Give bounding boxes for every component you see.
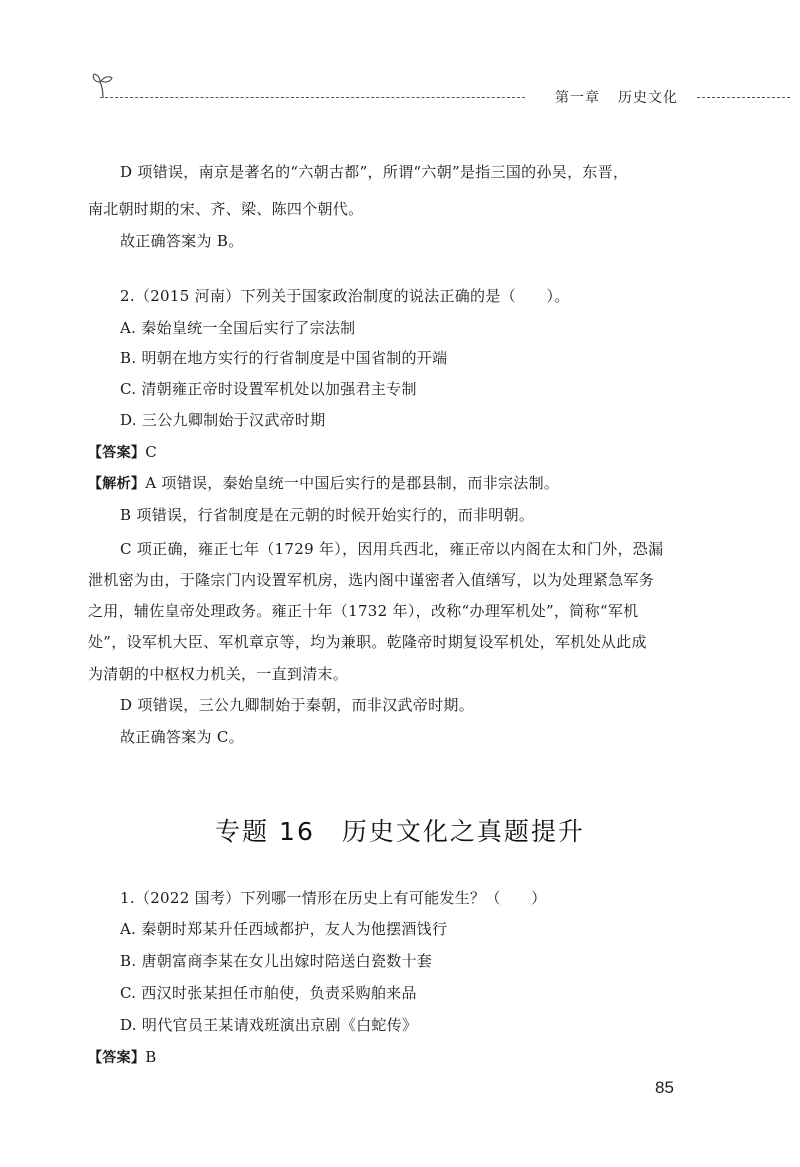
section-title: 专题 16 历史文化之真题提升 — [215, 817, 585, 846]
question1-stem: 1.（2022 国考）下列哪一情形在历史上有可能发生？（ ） — [120, 889, 547, 907]
header-rule-left — [100, 97, 525, 98]
question1-option-a: A. 秦朝时郑某升任西域都护，友人为他摆酒饯行 — [120, 920, 448, 938]
page-number: 85 — [655, 1078, 674, 1097]
question2-option-c: C. 清朝雍正帝时设置军机处以加强君主专制 — [120, 380, 417, 398]
question2-analysis-c-line2: 泄机密为由，于隆宗门内设置军机房，选内阁中谨密者入值缮写，以为处理紧急军务 — [88, 571, 655, 589]
question1-option-d: D. 明代官员王某请戏班演出京剧《白蛇传》 — [120, 1016, 418, 1034]
question1-option-c: C. 西汉时张某担任市舶使，负责采购舶来品 — [120, 984, 417, 1002]
prev-analysis-d-line1: D 项错误，南京是著名的“六朝古都”，所谓“六朝”是指三国的孙吴，东晋， — [120, 163, 629, 181]
analysis-a-text: A 项错误，秦始皇统一中国后实行的是郡县制，而非宗法制。 — [145, 474, 560, 492]
question2-option-d: D. 三公九卿制始于汉武帝时期 — [120, 411, 326, 429]
prev-analysis-d-line2: 南北朝时期的宋、齐、梁、陈四个朝代。 — [88, 200, 364, 218]
question2-analysis-b: B 项错误，行省制度是在元朝的时候开始实行的，而非明朝。 — [120, 506, 535, 524]
question2-analysis-a — [88, 471, 559, 496]
answer-value: B — [145, 1048, 157, 1066]
question2-answer — [88, 440, 157, 465]
analysis-tag: 【解析】 — [88, 476, 146, 492]
running-head — [555, 87, 696, 107]
answer-tag: 【答案】 — [88, 445, 146, 461]
header-rule-right — [697, 97, 790, 98]
question2-analysis-c-line4: 处”，设军机大臣、军机章京等，均为兼职。乾隆帝时期复设军机处，军机处从此成 — [88, 633, 647, 651]
answer-value: C — [145, 443, 157, 461]
chapter-label: 第一章 — [555, 90, 600, 106]
question2-analysis-c-line5: 为清朝的中枢权力机关，一直到清末。 — [88, 665, 349, 683]
question2-option-a: A. 秦始皇统一全国后实行了宗法制 — [120, 319, 356, 337]
question2-stem: 2.（2015 河南）下列关于国家政治制度的说法正确的是（ ）。 — [120, 287, 570, 305]
question2-analysis-c-line3: 之用，辅佐皇帝处理政务。雍正十年（1732 年），改称“办理军机处”，简称“军机 — [88, 602, 639, 620]
sprout-icon — [88, 70, 118, 100]
question1-answer — [88, 1045, 157, 1070]
chapter-title: 历史文化 — [618, 90, 678, 106]
question2-option-b: B. 明朝在地方实行的行省制度是中国省制的开端 — [120, 349, 448, 367]
question2-conclusion: 故正确答案为 C。 — [120, 728, 244, 746]
answer-tag: 【答案】 — [88, 1050, 146, 1066]
question2-analysis-c-line1: C 项正确，雍正七年（1729 年），因用兵西北，雍正帝以内阁在太和门外，恐漏 — [120, 540, 664, 558]
question2-analysis-d: D 项错误，三公九卿制始于秦朝，而非汉武帝时期。 — [120, 696, 474, 714]
question1-option-b: B. 唐朝富商李某在女儿出嫁时陪送白瓷数十套 — [120, 952, 433, 970]
prev-conclusion: 故正确答案为 B。 — [120, 232, 244, 250]
